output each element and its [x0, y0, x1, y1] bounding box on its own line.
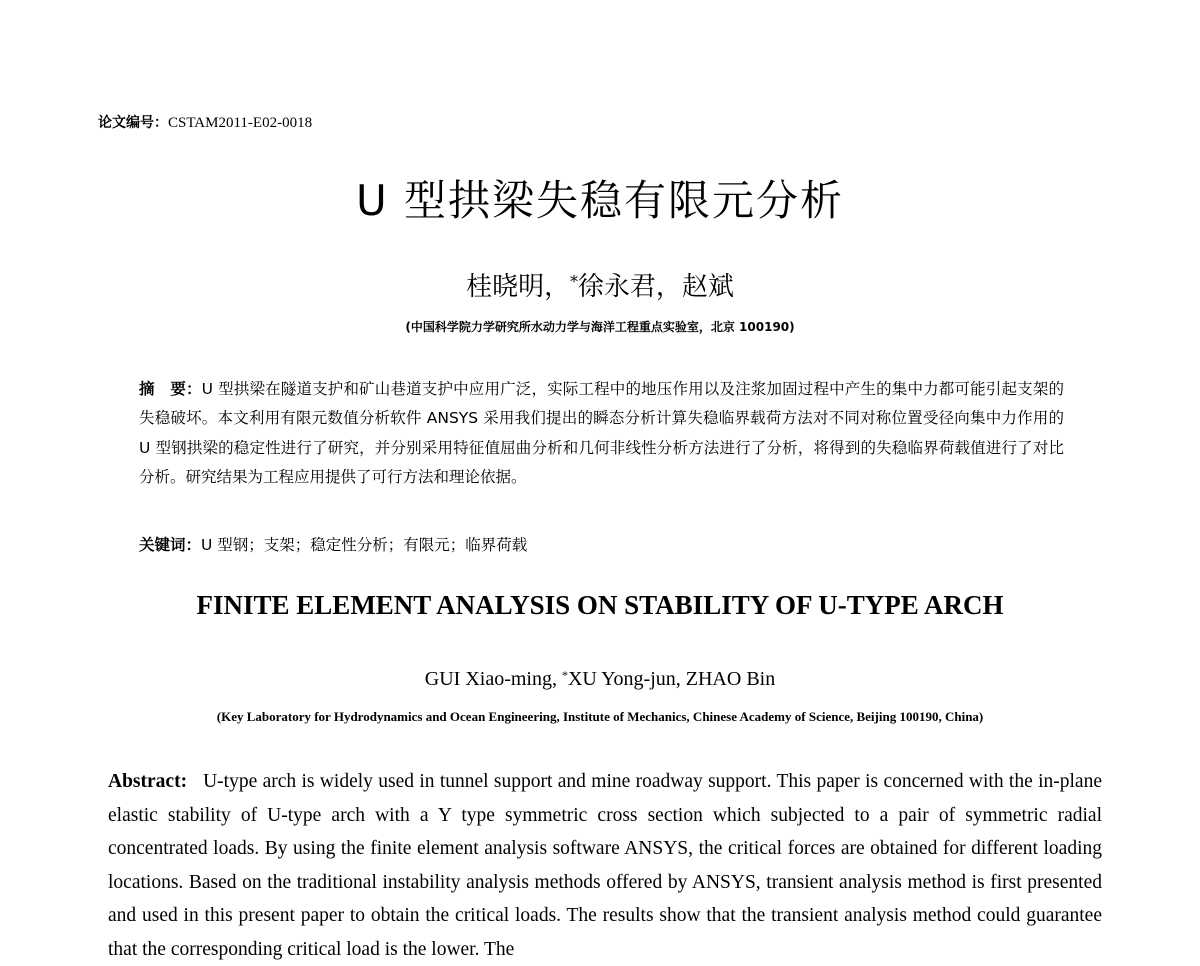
chinese-abstract: [139, 375, 1064, 493]
english-abstract-text: U-type arch is widely used in tunnel support and mine roadway support. This paper is concerned with the in-plane elastic stability of U-type arch with a Y type symmetric cross section which subjected to a pair of symmetric radial concentrated loads. By using the finite element analysis software ANSYS, the critical forces are obtained for different loading locations. Based on the traditional instability analysis methods offered by ANSYS, transient analysis method is first presented and used in this present paper to obtain the critical loads. The results show that the transient analysis method could guarantee that the corresponding critical load is the lower. The: [108, 771, 1102, 960]
paper-id: [98, 112, 312, 132]
chinese-title: U 型拱梁失稳有限元分析: [355, 176, 845, 225]
chinese-abstract-label: 摘 要：: [139, 380, 202, 398]
chinese-abstract-text: U 型拱梁在隧道支护和矿山巷道支护中应用广泛，实际工程中的地压作用以及注浆加固过程中产生的集中力都可能引起支架的失稳破坏。本文利用有限元数值分析软件 ANSYS 采用我们提出的瞬态分析计算失稳临界载荷方法对不同对称位置受径向集中力作用的 U 型钢拱梁的稳定性进行了研究，并分别采用特征值屈曲分析和几何非线性分析方法进行了分析，将得到的失稳临界荷载值进行了对比分析。研究结果为工程应用提供了可行方法和理论依据。: [139, 380, 1064, 487]
chinese-keywords: [139, 533, 1064, 555]
corresponding-author-mark: *: [570, 273, 578, 292]
chinese-authors: [0, 266, 1200, 303]
english-author-1: GUI Xiao-ming,: [424, 668, 562, 690]
paper-id-value: CSTAM2011-E02-0018: [168, 115, 313, 131]
chinese-author-1: 桂晓明，: [466, 272, 571, 302]
chinese-keywords-text: U 型钢；支架；稳定性分析；有限元；临界荷载: [201, 536, 528, 554]
english-corresponding-author-mark: *: [561, 668, 568, 682]
english-affiliation: (Key Laboratory for Hydrodynamics and Ocean Engineering, Institute of Mechanics, Chinese Academy of Science, Beijing 100190, China): [216, 709, 984, 724]
chinese-author-2: 徐永君，赵斌: [577, 272, 734, 302]
english-title: FINITE ELEMENT ANALYSIS ON STABILITY OF U-TYPE ARCH: [196, 590, 1004, 620]
chinese-keywords-label: 关键词：: [139, 536, 202, 554]
english-authors: [0, 668, 1200, 691]
chinese-affiliation: (中国科学院力学研究所水动力学与海洋工程重点实验室，北京 100190): [405, 320, 795, 334]
english-abstract: [108, 765, 1102, 966]
english-abstract-label: Abstract:: [108, 771, 188, 792]
english-author-2: XU Yong-jun, ZHAO Bin: [567, 668, 776, 690]
paper-id-label: 论文编号：: [98, 115, 168, 131]
